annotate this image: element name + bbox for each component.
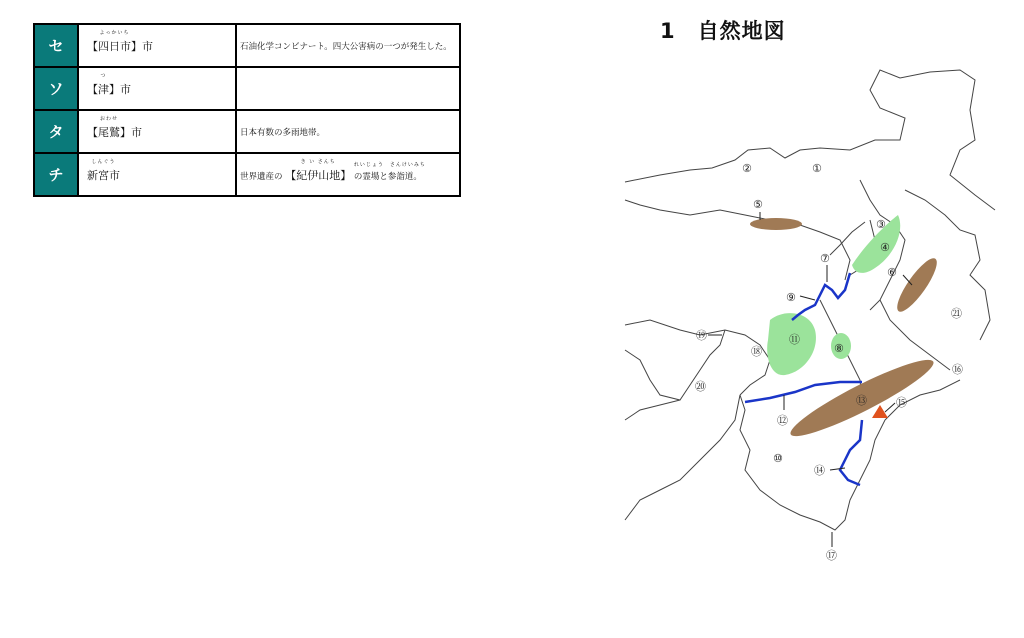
row-header: チ bbox=[34, 153, 78, 196]
label-5: ⑤ bbox=[753, 198, 763, 211]
island-coast bbox=[625, 400, 680, 420]
awaji-coast bbox=[625, 330, 725, 400]
label-6: ⑥ bbox=[887, 266, 897, 279]
label-10: ⑩ bbox=[773, 452, 783, 465]
arrow bbox=[800, 296, 815, 300]
city-suffix: 市 bbox=[142, 39, 153, 53]
city-suffix: 市 bbox=[120, 82, 131, 96]
prefecture-line bbox=[880, 300, 950, 370]
prefecture-line bbox=[905, 190, 990, 340]
arrow bbox=[830, 468, 845, 470]
arrow bbox=[885, 403, 895, 412]
label-7: ⑦ bbox=[820, 252, 830, 265]
city-name: よっかいち 【四日市】 bbox=[87, 29, 142, 53]
kumano-river bbox=[840, 420, 862, 485]
label-11: ⑪ bbox=[789, 333, 800, 346]
city-ruby: しんぐう bbox=[91, 158, 116, 165]
row-header: ソ bbox=[34, 67, 78, 110]
row-header: セ bbox=[34, 24, 78, 67]
label-2: ② bbox=[742, 162, 752, 175]
city-ruby: よっかいち bbox=[99, 29, 130, 36]
north-boundary bbox=[625, 70, 995, 210]
label-19: ⑲ bbox=[696, 329, 707, 342]
rivers bbox=[745, 273, 862, 485]
label-1: ① bbox=[812, 162, 822, 175]
prefecture-line bbox=[625, 200, 850, 280]
note-cell: 日本有数の多雨地帯。 bbox=[236, 110, 460, 153]
label-4: ④ bbox=[880, 241, 890, 254]
label-18: ⑱ bbox=[751, 345, 762, 358]
label-21: ㉑ bbox=[951, 307, 962, 320]
city-ruby: おわせ bbox=[99, 115, 118, 122]
label-20: ⑳ bbox=[695, 380, 706, 393]
city-name: おわせ 【尾鷲】 bbox=[87, 115, 131, 139]
island-coast bbox=[625, 395, 740, 520]
note-cell: 石油化学コンビナート。四大公害病の一つが発生した。 bbox=[236, 24, 460, 67]
city-name: つ 【津】 bbox=[87, 72, 120, 96]
label-3: ③ bbox=[876, 218, 886, 231]
note-ruby: き い さんち bbox=[300, 158, 336, 165]
city-ruby: つ bbox=[100, 72, 107, 79]
label-9: ⑨ bbox=[786, 291, 796, 304]
label-16: ⑯ bbox=[952, 363, 963, 376]
row-header: タ bbox=[34, 110, 78, 153]
note-ruby-2: れいじょう さんけいみち bbox=[353, 161, 426, 168]
map-title: 1 自然地図 bbox=[660, 19, 786, 43]
mountain-5 bbox=[750, 218, 802, 230]
city-name: しんぐう 新宮市 bbox=[87, 158, 120, 182]
label-13: ⑬ bbox=[856, 394, 867, 407]
note-suffix: れいじょう さんけいみち の霊場と参詣道。 bbox=[353, 161, 426, 182]
map-outlines bbox=[625, 70, 995, 530]
label-8: ⑧ bbox=[834, 342, 844, 355]
label-15: ⑮ bbox=[896, 396, 907, 409]
label-12: ⑫ bbox=[777, 414, 788, 427]
city-suffix: 市 bbox=[131, 125, 142, 139]
label-14: ⑭ bbox=[814, 464, 825, 477]
note-highlight: き い さんち 【紀伊山地】 bbox=[285, 158, 352, 182]
note-prefix: 世界遺産の bbox=[240, 171, 283, 182]
label-17: ⑰ bbox=[826, 549, 837, 562]
